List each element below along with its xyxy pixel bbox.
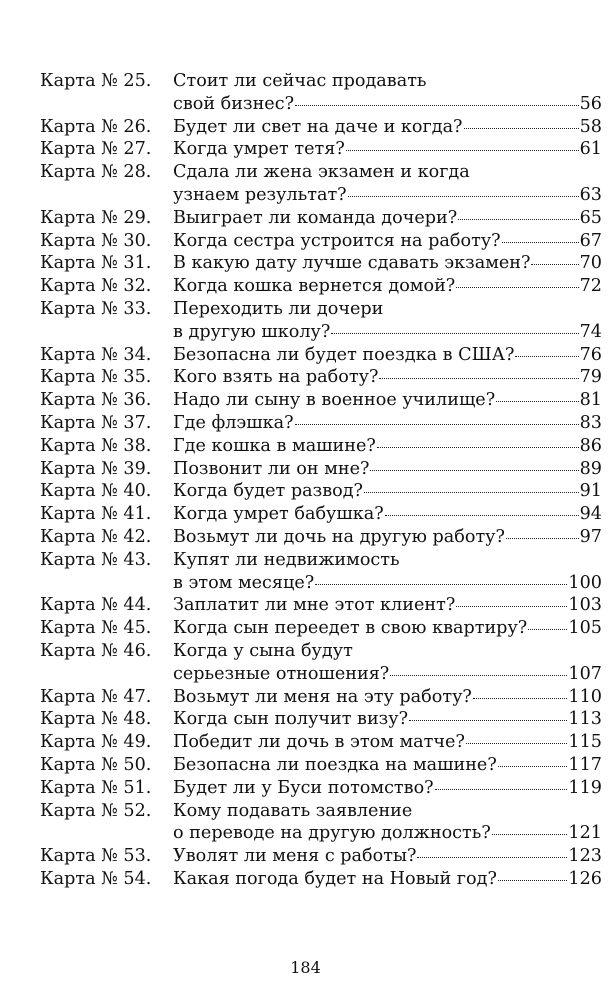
toc-entry bbox=[40, 708, 602, 731]
entry-title: Возьмут ли дочь на другую работу? bbox=[173, 526, 505, 547]
entry-label: Карта № 41. bbox=[40, 504, 152, 525]
dot-leader bbox=[295, 424, 579, 425]
entry-title: Где флэшка? bbox=[173, 412, 294, 433]
dot-leader bbox=[498, 880, 568, 881]
toc-entry bbox=[40, 731, 602, 754]
entry-label: Карта № 31. bbox=[40, 253, 152, 274]
dot-leader bbox=[346, 150, 579, 151]
page-number: 184 bbox=[290, 958, 321, 977]
entry-page-number: 113 bbox=[568, 709, 602, 730]
entry-label: Карта № 43. bbox=[40, 549, 152, 570]
entry-page-number: 117 bbox=[568, 754, 602, 775]
entry-label: Карта № 50. bbox=[40, 754, 152, 775]
entry-page-number: 105 bbox=[568, 618, 602, 639]
entry-title: Кого взять на работу? bbox=[173, 367, 379, 388]
dot-leader bbox=[502, 242, 579, 243]
entry-page-number: 100 bbox=[568, 572, 602, 593]
entry-title: Победит ли дочь в этом матче? bbox=[173, 732, 465, 753]
table-of-contents bbox=[40, 70, 602, 891]
entry-title: Какая погода будет на Новый год? bbox=[173, 868, 497, 889]
entry-page-number: 63 bbox=[579, 184, 602, 205]
entry-label: Карта № 34. bbox=[40, 344, 152, 365]
toc-entry bbox=[40, 412, 602, 435]
entry-label: Карта № 30. bbox=[40, 230, 152, 251]
entry-title: Безопасна ли поездка на машине? bbox=[173, 754, 497, 775]
toc-entry bbox=[40, 275, 602, 298]
entry-title: Уволят ли меня с работы? bbox=[173, 846, 417, 867]
toc-line bbox=[40, 389, 602, 412]
dot-leader bbox=[473, 698, 568, 699]
dot-leader bbox=[456, 606, 567, 607]
entry-label: Карта № 33. bbox=[40, 298, 152, 319]
entry-title: Когда сын получит визу? bbox=[173, 709, 409, 730]
toc-entry bbox=[40, 503, 602, 526]
entry-page-number: 119 bbox=[568, 777, 602, 798]
entry-title: в этом месяце? bbox=[173, 572, 315, 593]
dot-leader bbox=[528, 629, 567, 630]
toc-line bbox=[40, 412, 602, 435]
entry-title: Кому подавать заявление bbox=[173, 800, 413, 821]
entry-page-number: 94 bbox=[579, 504, 602, 525]
toc-line bbox=[40, 321, 602, 344]
toc-line bbox=[40, 868, 602, 891]
entry-title: Переходить ли дочери bbox=[173, 298, 384, 319]
entry-title: о переводе на другую должность? bbox=[173, 823, 491, 844]
toc-line bbox=[40, 298, 602, 321]
toc-line bbox=[40, 640, 602, 663]
dot-leader bbox=[315, 584, 567, 585]
entry-page-number: 76 bbox=[579, 344, 602, 365]
entry-title: свой бизнес? bbox=[173, 93, 295, 114]
dot-leader bbox=[458, 219, 578, 220]
entry-label: Карта № 52. bbox=[40, 800, 152, 821]
toc-line bbox=[40, 754, 602, 777]
dot-leader bbox=[506, 538, 579, 539]
toc-entry bbox=[40, 845, 602, 868]
entry-title: Позвонит ли он мне? bbox=[173, 458, 370, 479]
entry-title: Возьмут ли меня на эту работу? bbox=[173, 686, 472, 707]
toc-line bbox=[40, 503, 602, 526]
toc-line bbox=[40, 70, 602, 93]
toc-line bbox=[40, 663, 602, 686]
entry-page-number: 74 bbox=[579, 321, 602, 342]
toc-line bbox=[40, 686, 602, 709]
entry-title: Сдала ли жена экзамен и когда bbox=[173, 162, 470, 183]
entry-title: В какую дату лучше сдавать экзамен? bbox=[173, 253, 531, 274]
dot-leader bbox=[498, 766, 568, 767]
toc-entry bbox=[40, 252, 602, 275]
entry-page-number: 81 bbox=[579, 390, 602, 411]
entry-title: узнаем результат? bbox=[173, 184, 347, 205]
entry-page-number: 61 bbox=[579, 139, 602, 160]
toc-line bbox=[40, 572, 602, 595]
dot-leader bbox=[466, 743, 568, 744]
toc-entry bbox=[40, 116, 602, 139]
toc-entry bbox=[40, 298, 602, 344]
entry-page-number: 97 bbox=[579, 526, 602, 547]
toc-entry bbox=[40, 868, 602, 891]
dot-leader bbox=[409, 720, 567, 721]
toc-entry bbox=[40, 549, 602, 595]
toc-line bbox=[40, 366, 602, 389]
toc-entry bbox=[40, 777, 602, 800]
entry-label: Карта № 46. bbox=[40, 640, 152, 661]
entry-label: Карта № 29. bbox=[40, 207, 152, 228]
entry-title: Когда сестра устроится на работу? bbox=[173, 230, 501, 251]
dot-leader bbox=[390, 675, 567, 676]
toc-line bbox=[40, 184, 602, 207]
dot-leader bbox=[515, 356, 578, 357]
entry-label: Карта № 37. bbox=[40, 412, 152, 433]
toc-entry bbox=[40, 480, 602, 503]
toc-entry bbox=[40, 435, 602, 458]
toc-line bbox=[40, 458, 602, 481]
entry-page-number: 123 bbox=[568, 846, 602, 867]
toc-entry bbox=[40, 800, 602, 846]
toc-line bbox=[40, 526, 602, 549]
toc-entry bbox=[40, 640, 602, 686]
toc-line bbox=[40, 708, 602, 731]
entry-title: Выиграет ли команда дочери? bbox=[173, 207, 458, 228]
toc-entry bbox=[40, 594, 602, 617]
entry-label: Карта № 25. bbox=[40, 71, 152, 91]
dot-leader bbox=[417, 857, 567, 858]
entry-page-number: 56 bbox=[579, 93, 602, 114]
entry-page-number: 115 bbox=[568, 732, 602, 753]
entry-title: в другую школу? bbox=[173, 321, 331, 342]
entry-page-number: 79 bbox=[579, 367, 602, 388]
entry-label: Карта № 35. bbox=[40, 367, 152, 388]
dot-leader bbox=[496, 401, 578, 402]
dot-leader bbox=[331, 333, 578, 334]
entry-title: Купят ли недвижимость bbox=[173, 549, 400, 570]
toc-entry bbox=[40, 138, 602, 161]
entry-label: Карта № 54. bbox=[40, 868, 152, 889]
entry-label: Карта № 45. bbox=[40, 618, 152, 639]
entry-title: Когда будет развод? bbox=[173, 481, 363, 502]
dot-leader bbox=[435, 789, 568, 790]
entry-page-number: 70 bbox=[579, 253, 602, 274]
entry-title: Стоит ли сейчас продавать bbox=[173, 71, 427, 91]
entry-label: Карта № 39. bbox=[40, 458, 152, 479]
entry-label: Карта № 47. bbox=[40, 686, 152, 707]
entry-page-number: 89 bbox=[579, 458, 602, 479]
toc-line bbox=[40, 161, 602, 184]
entry-page-number: 65 bbox=[579, 207, 602, 228]
toc-line bbox=[40, 435, 602, 458]
entry-page-number: 58 bbox=[579, 116, 602, 137]
toc-entry bbox=[40, 161, 602, 207]
entry-label: Карта № 53. bbox=[40, 846, 152, 867]
toc-line bbox=[40, 275, 602, 298]
toc-line bbox=[40, 116, 602, 139]
entry-label: Карта № 40. bbox=[40, 481, 152, 502]
entry-label: Карта № 27. bbox=[40, 139, 152, 160]
toc-line bbox=[40, 549, 602, 572]
entry-title: Где кошка в машине? bbox=[173, 435, 376, 456]
toc-line bbox=[40, 93, 602, 116]
toc-line bbox=[40, 230, 602, 253]
entry-title: Надо ли сыну в военное училище? bbox=[173, 390, 496, 411]
entry-title: Когда у сына будут bbox=[173, 640, 353, 661]
dot-leader bbox=[295, 105, 579, 106]
toc-line bbox=[40, 845, 602, 868]
entry-page-number: 67 bbox=[579, 230, 602, 251]
dot-leader bbox=[364, 492, 579, 493]
dot-leader bbox=[370, 470, 578, 471]
entry-page-number: 103 bbox=[568, 595, 602, 616]
dot-leader bbox=[377, 447, 579, 448]
toc-entry bbox=[40, 617, 602, 640]
toc-entry bbox=[40, 230, 602, 253]
entry-label: Карта № 42. bbox=[40, 526, 152, 547]
entry-page-number: 121 bbox=[568, 823, 602, 844]
toc-line bbox=[40, 480, 602, 503]
entry-label: Карта № 48. bbox=[40, 709, 152, 730]
entry-title: Когда кошка вернется домой? bbox=[173, 276, 456, 297]
entry-page-number: 72 bbox=[579, 276, 602, 297]
toc-line bbox=[40, 822, 602, 845]
toc-line bbox=[40, 344, 602, 367]
toc-line bbox=[40, 138, 602, 161]
entry-page-number: 83 bbox=[579, 412, 602, 433]
dot-leader bbox=[456, 287, 578, 288]
entry-title: Заплатит ли мне этот клиент? bbox=[173, 595, 456, 616]
entry-label: Карта № 28. bbox=[40, 162, 152, 183]
entry-title: серьезные отношения? bbox=[173, 663, 390, 684]
dot-leader bbox=[385, 515, 579, 516]
entry-title: Когда умрет тетя? bbox=[173, 139, 345, 160]
toc-entry bbox=[40, 686, 602, 709]
entry-page-number: 91 bbox=[579, 481, 602, 502]
entry-page-number: 110 bbox=[568, 686, 602, 707]
toc-line bbox=[40, 207, 602, 230]
toc-line bbox=[40, 252, 602, 275]
toc-line bbox=[40, 800, 602, 823]
toc-entry bbox=[40, 389, 602, 412]
toc-entry bbox=[40, 458, 602, 481]
toc-entry bbox=[40, 207, 602, 230]
toc-entry bbox=[40, 366, 602, 389]
entry-title: Будет ли у Буси потомство? bbox=[173, 777, 434, 798]
toc-entry bbox=[40, 70, 602, 116]
toc-entry bbox=[40, 344, 602, 367]
entry-page-number: 86 bbox=[579, 435, 602, 456]
toc-line bbox=[40, 617, 602, 640]
entry-label: Карта № 51. bbox=[40, 777, 152, 798]
dot-leader bbox=[379, 378, 578, 379]
dot-leader bbox=[492, 834, 568, 835]
entry-label: Карта № 32. bbox=[40, 276, 152, 297]
toc-line bbox=[40, 777, 602, 800]
toc-entry bbox=[40, 526, 602, 549]
dot-leader bbox=[348, 196, 579, 197]
entry-title: Безопасна ли будет поездка в США? bbox=[173, 344, 515, 365]
entry-label: Карта № 26. bbox=[40, 116, 152, 137]
toc-line bbox=[40, 594, 602, 617]
entry-label: Карта № 36. bbox=[40, 390, 152, 411]
entry-title: Когда умрет бабушка? bbox=[173, 504, 384, 525]
dot-leader bbox=[464, 128, 579, 129]
entry-title: Будет ли свет на даче и когда? bbox=[173, 116, 463, 137]
entry-page-number: 126 bbox=[568, 868, 602, 889]
toc-line bbox=[40, 731, 602, 754]
entry-label: Карта № 44. bbox=[40, 595, 152, 616]
entry-title: Когда сын переедет в свою квартиру? bbox=[173, 618, 528, 639]
toc-entry bbox=[40, 754, 602, 777]
dot-leader bbox=[531, 264, 578, 265]
entry-label: Карта № 49. bbox=[40, 732, 152, 753]
entry-label: Карта № 38. bbox=[40, 435, 152, 456]
entry-page-number: 107 bbox=[568, 663, 602, 684]
